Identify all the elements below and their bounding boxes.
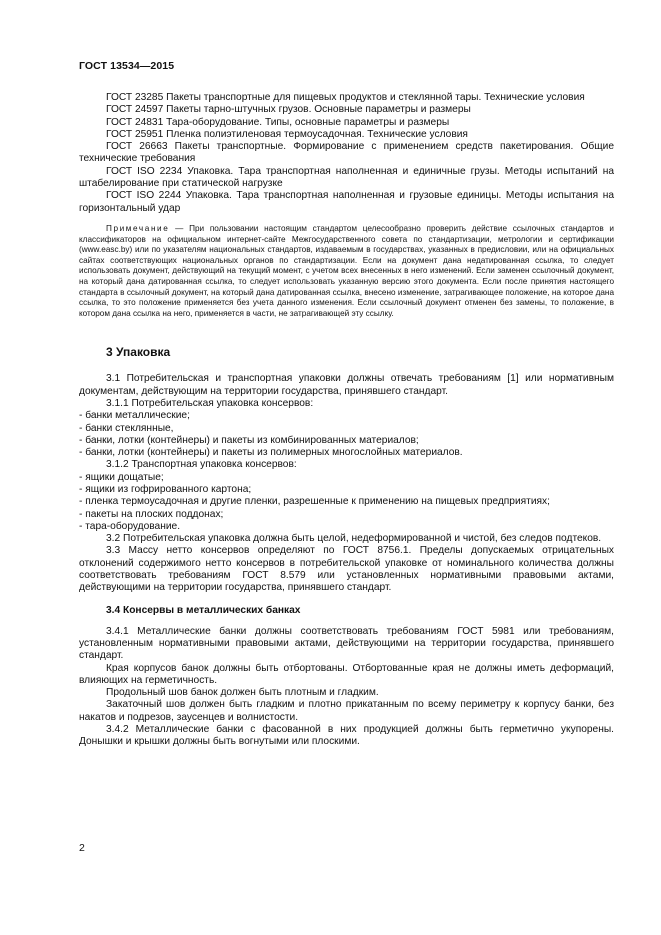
clause-3-1: 3.1 Потребительская и транспортная упаковки должны отвечать требованиям [1] или нормативным документам, действующим на территории государства, принявшего стандарт. <box>79 373 614 397</box>
list-item: - тара-оборудование. <box>79 520 181 532</box>
paragraph-edges: Края корпусов банок должны быть отбортованы. Отбортованные края не должны иметь деформаций, влияющих на герметичность. <box>79 662 614 686</box>
clause-3-3: 3.3 Массу нетто консервов определяют по ГОСТ 8756.1. Пределы допускаемых отрицательных отклонений содержимого нетто консервов в потребительской упаковке от номинального количества должны соответствовать требованиям ГОСТ 8.579 или установленных нормативными правовыми актами, действующими на территории государства, принявшего стандарт. <box>79 545 614 594</box>
clause-3-1-2: 3.1.2 Транспортная упаковка консервов: <box>106 459 297 471</box>
list-item: - банки, лотки (контейнеры) и пакеты из комбинированных материалов; <box>79 434 419 446</box>
clause-3-4-2: 3.4.2 Металлические банки с фасованной в них продукцией должны быть герметично укупорены. Донышки и крышки должны быть вогнутыми или плоскими. <box>79 724 614 748</box>
page-number: 2 <box>79 842 85 854</box>
list-item: - банки металлические; <box>79 410 190 422</box>
list-item: - ящики дощатые; <box>79 471 164 483</box>
reference-item: ГОСТ ISO 2234 Упаковка. Тара транспортная наполненная и единичные грузы. Методы испытаний на штабелирование при статической нагрузке <box>79 165 614 190</box>
references-list <box>79 92 614 215</box>
clause-3-1-1: 3.1.1 Потребительская упаковка консервов: <box>106 397 314 409</box>
subsection-title: 3.4 Консервы в металлических банках <box>106 604 301 616</box>
list-item: - пакеты на плоских поддонах; <box>79 508 224 520</box>
note-label: Примечание <box>106 223 170 233</box>
reference-item: ГОСТ 23285 Пакеты транспортные для пищевых продуктов и стеклянной тары. Технические условия <box>106 92 585 103</box>
list-item: - банки стеклянные, <box>79 422 174 434</box>
reference-item: ГОСТ 24831 Тара-оборудование. Типы, основные параметры и размеры <box>106 116 450 128</box>
page-content <box>79 92 614 749</box>
clause-3-4-1: 3.4.1 Металлические банки должны соответствовать требованиям ГОСТ 5981 или требованиям, установленным нормативными правовыми актами, действующими на территории государства, принявшего стандарт. <box>79 625 614 662</box>
reference-item: ГОСТ ISO 2244 Упаковка. Тара транспортная наполненная и грузовые единицы. Методы испытания на горизонтальный удар <box>79 190 614 214</box>
clause-3-2: 3.2 Потребительская упаковка должна быть целой, недеформированной и чистой, без следов подтеков. <box>106 533 602 545</box>
reference-item: ГОСТ 25951 Пленка полиэтиленовая термоусадочная. Технические условия <box>106 128 468 140</box>
paragraph-seam: Продольный шов банок должен быть плотным и гладким. <box>106 687 379 699</box>
document-header: ГОСТ 13534—2015 <box>79 60 175 72</box>
note-text: — При пользовании настоящим стандартом целесообразно проверить действие ссылочных стандартов и классификаторов на официальном интернет-сайте Межгосударственного совета по стандартизации, метрологии и сертификации (www.easc.by) или по указателям национальных стандартов, издаваемым в государствах, указанных в предисловии, или на официальных сайтах соответствующих национальных органов по стандартизации. Если на документ дана недатированная ссылка, то следует использовать документ, действующий на текущий момент, с учетом всех внесенных в него изменений. Если заменен ссылочный документ, на который дана датированная ссылка, то следует использовать указанную версию этого документа. Если после принятия настоящего стандарта в ссылочный документ, на который дана датированная ссылка, внесено изменение, затрагивающее положение, на которое дана ссылка, то это положение применяется без учета данного изменения. Если ссылочный документ отменен без замены, то положение, в котором дана ссылка на него, применяется в части, не затрагивающей эту ссылку. <box>79 223 614 318</box>
list-item: - пленка термоусадочная и другие пленки, разрешенные к применению на пищевых предприятиях; <box>79 496 550 508</box>
reference-item: ГОСТ 26663 Пакеты транспортные. Формирование с применением средств пакетирования. Общие технические требования <box>79 141 614 165</box>
section-title: 3 Упаковка <box>106 345 171 360</box>
list-item: - ящики из гофрированного картона; <box>79 483 252 495</box>
reference-item: ГОСТ 24597 Пакеты тарно-штучных грузов. Основные параметры и размеры <box>106 104 471 116</box>
note-paragraph <box>79 224 614 319</box>
paragraph-closing-seam: Закаточный шов должен быть гладким и плотно прикатанным по всему периметру к корпусу банки, без накатов и подрезов, заусенцев и волнистости. <box>79 699 614 723</box>
list-item: - банки, лотки (контейнеры) и пакеты из полимерных многослойных материалов. <box>79 447 463 459</box>
